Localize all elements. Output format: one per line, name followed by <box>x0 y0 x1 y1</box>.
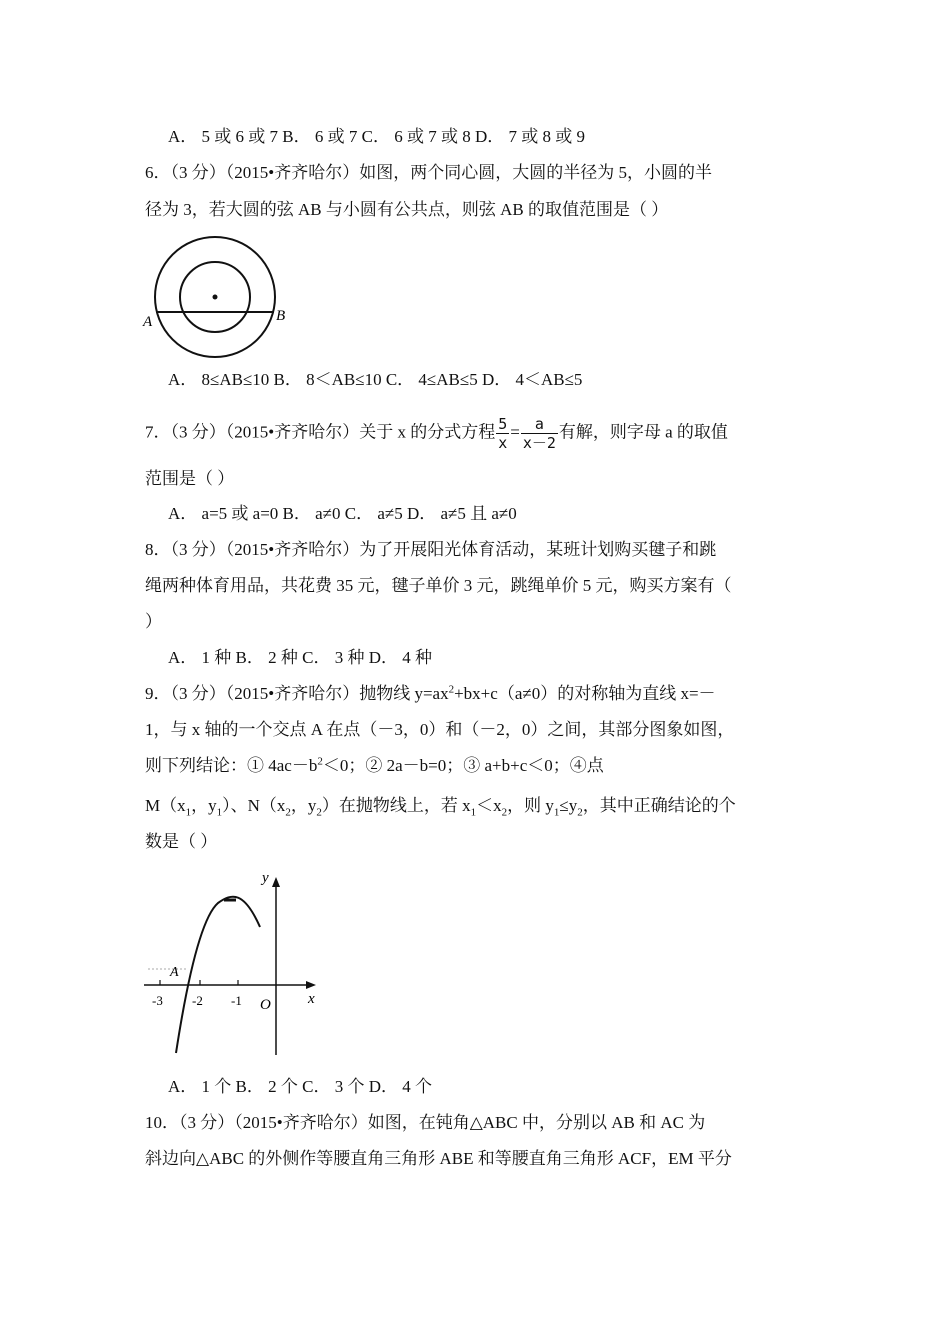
q9-l3a: 则下列结论：① 4ac－b <box>145 756 318 775</box>
q9-l3-sup: 2 <box>317 755 323 768</box>
q7-text-line2: 范围是（ ） <box>145 469 235 488</box>
label-b: B <box>276 308 286 324</box>
frac2-denominator: x－2 <box>522 434 556 452</box>
q9-text-line2: 1，与 x 轴的一个交点 A 在点（－3，0）和（－2，0）之间，其部分图象如图， <box>145 720 735 739</box>
frac1-numerator: 5 <box>498 415 508 433</box>
q9-l4-t1: ）在抛物线上，若 x <box>321 796 471 815</box>
q9-l4-sub2: 1 <box>216 806 223 819</box>
q8-options: A． 1 种 B． 2 种 C． 3 种 D． 4 种 <box>168 648 432 667</box>
q9-l4-le: ≤y <box>559 796 578 815</box>
tick-label-minus-2: -2 <box>192 993 203 1008</box>
point-a-label: A <box>170 965 179 980</box>
center-point <box>213 295 218 300</box>
q9-l4-sub1: 1 <box>185 806 192 819</box>
frac1-denominator: x <box>498 434 508 452</box>
parabola-curve <box>176 897 260 1053</box>
q9-l4-sub8: 2 <box>577 806 583 819</box>
q9-l4-sub3: 2 <box>285 806 291 819</box>
q9-l4-lt: ＜x <box>476 796 502 815</box>
q9-l4-sub5: 1 <box>470 806 477 819</box>
q5-options: A． 5 或 6 或 7 B． 6 或 7 C． 6 或 7 或 8 D． 7 或 8 或 9 <box>168 127 585 146</box>
q9-l4-t2: ，则 y <box>507 796 554 815</box>
x-axis-arrow <box>306 981 316 989</box>
q7-prefix: 7．（3 分）（2015•齐齐哈尔）关于 x 的分式方程 <box>145 422 496 442</box>
y-axis-arrow <box>272 877 280 887</box>
y-axis-label: y <box>262 870 269 886</box>
q9-l4-t3: ，其中正确结论的个 <box>582 796 736 815</box>
q9-l4-sub6: 2 <box>501 806 508 819</box>
q9-l1-sup: 2 <box>448 683 455 696</box>
label-a: A <box>143 314 153 330</box>
q8-text-line1: 8．（3 分）（2015•齐齐哈尔）为了开展阳光体育活动，某班计划购买毽子和跳 <box>145 540 717 559</box>
q6-concentric-circles-figure <box>140 232 300 360</box>
q10-text-line2: 斜边向△ABC 的外侧作等腰直角三角形 ABE 和等腰直角三角形 ACF，EM 平分 <box>145 1149 732 1168</box>
q9-l1a: 9．（3 分）（2015•齐齐哈尔）抛物线 y=ax <box>145 684 449 703</box>
q9-text-line5: 数是（ ） <box>145 832 218 851</box>
q7-fraction-5-over-x <box>496 415 509 452</box>
q9-l4-n: ）、N（x <box>222 796 286 815</box>
q9-text-line4 <box>145 795 736 817</box>
q6-text-line2: 径为 3，若大圆的弦 AB 与小圆有公共点，则弦 AB 的取值范围是（ ） <box>145 200 669 219</box>
q7-suffix: 有解，则字母 a 的取值 <box>558 422 728 442</box>
tick-label-minus-3: -3 <box>152 993 163 1008</box>
x-axis-label: x <box>308 991 315 1007</box>
q7-text-line1 <box>145 415 728 452</box>
q6-options: A． 8≤AB≤10 B． 8＜AB≤10 C． 4≤AB≤5 D． 4＜AB≤5 <box>168 370 583 389</box>
q9-text-line1 <box>145 683 716 705</box>
q8-text-line3: ） <box>145 612 162 631</box>
q9-parabola-graph <box>140 865 330 1060</box>
q9-l3b: ＜0；② 2a－b=0；③ a+b+c＜0；④点 <box>322 756 604 775</box>
q7-fraction-a-over-x-minus-2 <box>521 415 558 452</box>
origin-label: O <box>260 997 271 1013</box>
q10-text-line1: 10．（3 分）（2015•齐齐哈尔）如图，在钝角△ABC 中，分别以 AB 和 AC 为 <box>145 1113 706 1132</box>
q7-options: A． a=5 或 a=0 B． a≠0 C． a≠5 D． a≠5 且 a≠0 <box>168 504 517 523</box>
q7-equals: = <box>510 422 520 442</box>
q9-options: A． 1 个 B． 2 个 C． 3 个 D． 4 个 <box>168 1077 432 1096</box>
q6-text-line1: 6．（3 分）（2015•齐齐哈尔）如图，两个同心圆，大圆的半径为 5，小圆的半 <box>145 163 712 182</box>
q9-l4-m: M（x <box>145 796 186 815</box>
q8-text-line2: 绳两种体育用品，共花费 35 元，毽子单价 3 元，跳绳单价 5 元，购买方案有（ <box>145 576 732 595</box>
q9-l4-sub4: 2 <box>316 806 322 819</box>
q9-l1b: +bx+c（a≠0）的对称轴为直线 x=－ <box>454 684 716 703</box>
q9-l4-sub7: 1 <box>553 806 560 819</box>
q9-l4-c2: ，y <box>290 796 317 815</box>
frac2-numerator: a <box>534 415 544 433</box>
q9-l4-c1: ，y <box>191 796 217 815</box>
tick-label-minus-1: -1 <box>231 993 242 1008</box>
q9-text-line3 <box>145 755 604 777</box>
